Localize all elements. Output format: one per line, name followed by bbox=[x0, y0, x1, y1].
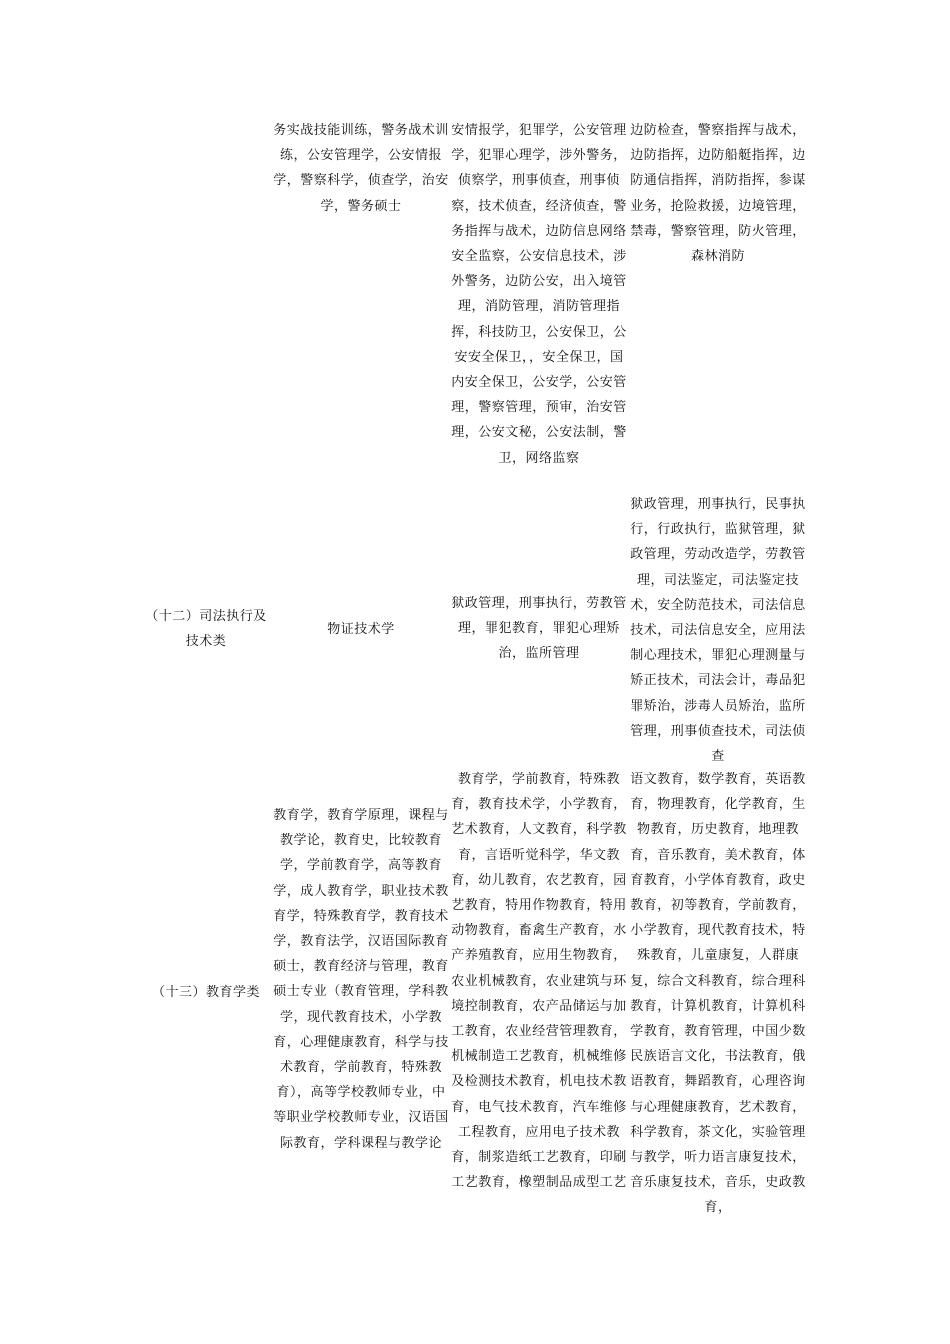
postgraduate-majors-cell: 务实战技能训练，警务战术训练，公安管理学，公安情报学，警察科学，侦查学，治安学，警务硕士 bbox=[273, 123, 449, 214]
undergraduate-majors-cell: 教育学，学前教育，特殊教育，教育技术学，小学教育，艺术教育，人文教育，科学教育，言语听觉科学，华文教育，幼儿教育，农艺教育，园艺教育，特用作物教育，特用动物教育，畜禽生产教育，水产养殖教育，应用生物教育，农业机械教育，农业建筑与环境控制教育，农产品储运与加工教育，农业经营管理教育，机械制造工艺教育，机械维修及检测技术教育，机电技术教育，电气技术教育，汽车维修工程教育，应用电子技术教育，制浆造纸工艺教育，印刷工艺教育，橡塑制品成型工艺 bbox=[451, 772, 627, 1191]
vocational-majors-cell: 语文教育，数学教育，英语教育，物理教育，化学教育，生物教育，历史教育，地理教育，音乐教育，美术教育，体育教育，小学体育教育，政史教育，初等教育，学前教育，小学教育，现代教育技术，特殊教育，儿童康复，人群康复，综合文科教育，综合理科教育，计算机教育，计算机科学教育，教育管理，中国少数民族语言文化，书法教育，俄语教育，舞蹈教育，心理咨询与心理健康教育，艺术教育，科学教育，茶文化，实验管理与教学，听力语言康复技术，音乐康复技术，音乐，史政教育， bbox=[630, 772, 806, 1216]
vocational-majors-cell: 狱政管理，刑事执行，民事执行，行政执行，监狱管理，狱政管理，劳动改造学，劳教管理，司法鉴定，司法鉴定技术，安全防范技术，司法信息技术，司法信息安全，应用法制心理技术，罪犯心理测量与矫正技术，司法会计，毒品犯罪矫治，涉毒人员矫治，监所管理，刑事侦查技术，司法侦查 bbox=[630, 497, 806, 765]
postgraduate-majors-cell: 物证技术学 bbox=[327, 622, 395, 637]
vocational-majors-cell: 边防检查，警察指挥与战术，边防指挥，边防船艇指挥，边防通信指挥，消防指挥，参谋业务，抢险救援，边境管理，禁毒，警察管理，防火管理，森林消防 bbox=[630, 123, 806, 265]
undergraduate-majors-cell: 安情报学，犯罪学，公安管理学，犯罪心理学，涉外警务，侦察学，刑事侦查，刑事侦察，技术侦查，经济侦查，警务指挥与战术，边防信息网络安全监察，公安信息技术，涉外警务，边防公安，出入境管理，消防管理，消防管理指挥，科技防卫，公安保卫，公安安全保卫，，安全保卫，国内安全保卫，公安学，公安管理，警察管理，预审，治安管理，公安文秘，公安法制，警卫，网络监察 bbox=[451, 123, 627, 466]
undergraduate-majors-cell: 狱政管理，刑事执行，劳教管理，罪犯教育，罪犯心理矫治，监所管理 bbox=[451, 596, 627, 662]
postgraduate-majors-cell: 教育学，教育学原理，课程与教学论，教育史，比较教育学，学前教育学，高等教育学，成人教育学，职业技术教育学，特殊教育学，教育技术学，教育法学，汉语国际教育硕士，教育经济与管理，教育硕士专业（教育管理，学科教学，现代教育技术，小学教育，心理健康教育，科学与技术教育，学前教育，特殊教育），高等学校教师专业，中等职业学校教师专业，汉语国际教育，学科课程与教学论 bbox=[273, 808, 449, 1151]
category-cell: （十二）司法执行及技术类 bbox=[145, 609, 267, 650]
category-cell: （十三）教育学类 bbox=[151, 985, 260, 1000]
